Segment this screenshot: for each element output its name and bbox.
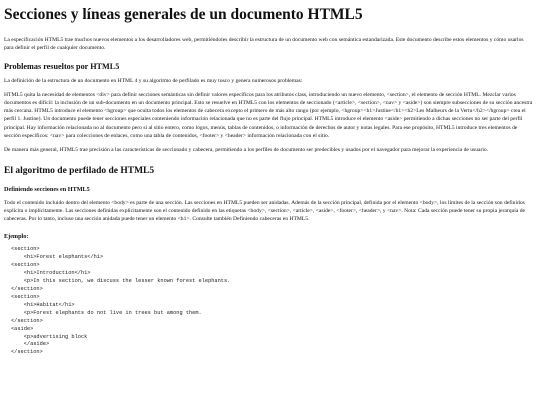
section-heading-algorithm: El algoritmo de perfilado de HTML5 <box>4 165 155 176</box>
intro-paragraph: La especificación HTML5 trae muchos nuevos elementos a los desarrolladores web, permitiéndoles describir la estructura de un documento web con semántica estandarizada. Este documento describe estos elementos y cómo usarlos para definir el perfil de cualquier documento. <box>4 36 524 51</box>
example-label: Ejemplo: <box>4 233 29 241</box>
problems-paragraph-1: La definición de la estructura de un documento en HTML 4 y su algoritmo de perfilado es muy tosco y genera numerosos problemas: <box>4 78 303 85</box>
problems-paragraph-3: De manera más general, HTML5 trae precisión a las características de seccionado y cabecera, permitiendo a los perfiles de documento ser predecibles y usados por el navegador para mejorar la experiencia de usuario. <box>4 146 489 153</box>
subheading-defining-sections: Definiendo secciones en HTML5 <box>4 185 90 193</box>
algorithm-paragraph: Todo el contenido incluido dentro del elemento <body> es parte de una sección. Las secciones en HTML5 pueden ser anidadas. Además de la sección principal, definida por el elemento <body>, los límites de la sección son definidos explícita o implícitamente. Las secciones definidas explícitamente son el contenido definido en las etiquetas <body>, <section>, <article>, <aside>, <footer>, <header>, y <nav>. Nota: Cada sección puede tener su propia jerarquía de cabeceras. Por lo tanto, incluso una sección anidada puede tener un elemento <h1>. Consulte también Definiendo cabeceras en HTML5. <box>4 199 526 223</box>
section-heading-problems: Problemas resueltos por HTML5 <box>4 62 120 72</box>
problems-paragraph-2: HTML5 quita la necesidad de elementos <div> para definir secciones semánticas sin definir valores específicos para los atributos class, introduciendo un nuevo elemento, <section>, el elemento de sección HTML. Mezclar varios documentos es difícil: la inclusión de un sub-documento en un documento principal. Esto se resuelve en HTML5 con los elementos de seccionado (<article>, <section>, <nav> y <aside>) son siempre subsecciones de su sección ancestra más cercana. HTML5 introduce el elemento <hgroup> que oculta todos los elementos de cabecera excepto el primero de más alto rango (por ejemplo, <hgroup><h1>Justine</h1><h2>Les Malheurs de la Vertu</h2></hgroup> crea el perfil 1. Justine). Un documento puede tener secciones especiales conteniendo información relacionada que no es parte del flujo principal. HTML5 introduce el elemento <aside> permitiendo a dichas secciones no ser parte del perfil principal. Hay información relacionada no al documento pero sí al sitio entero, como logos, menús, tablas de contenidos, o información de derechos de autor y notas legales. Para ese propósito, HTML5 introduce tres elementos de sección específicos: <nav> para colecciones de enlaces, como una tabla de contenidos, <footer> y <header> información relacionada con el sitio. <box>4 92 533 139</box>
code-example: <section> <h1>Forest elephants</h1> <section> <h1>Introduction</h1> <p>In this section, we discuss the lesser known forest elephants. </section> <section> <h1>Habitat</h1> <p>Forest elephants do not live in trees but among them. </section> <aside> <p>advertising block </aside> </section> <box>11 246 231 356</box>
page-title: Secciones y líneas generales de un documento HTML5 <box>4 6 363 23</box>
